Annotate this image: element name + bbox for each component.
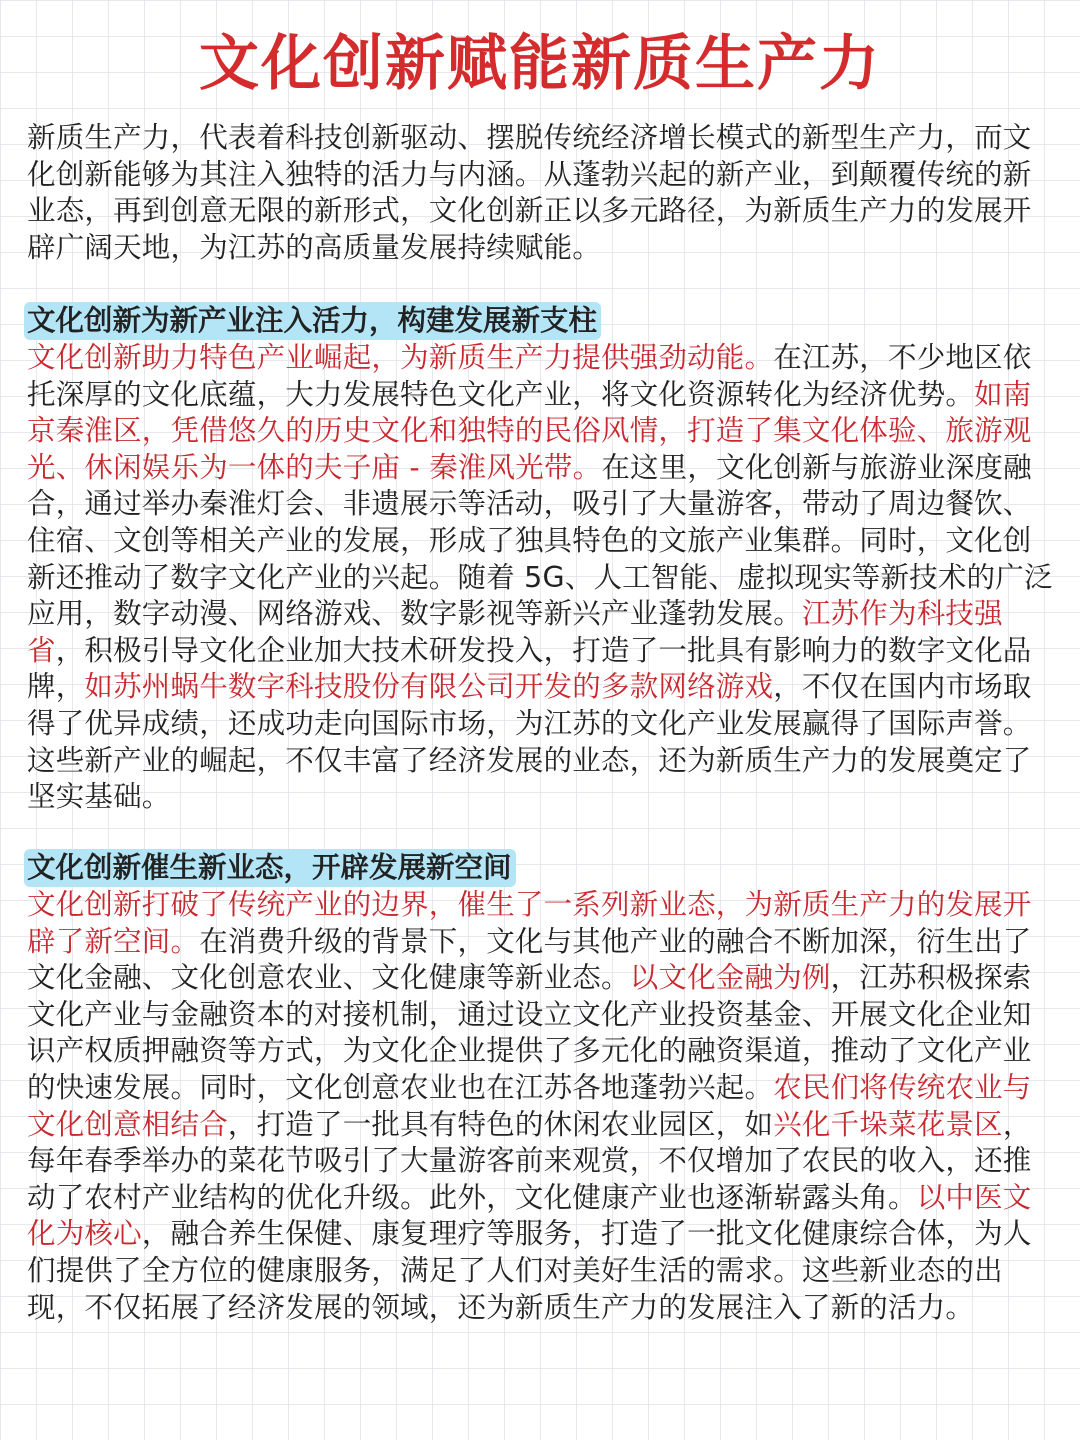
section2-segment: 以文化金融为例 <box>629 961 831 995</box>
section1-segment: ，积极引导文化企业加大技术研发投入，打造了一批具有影响力的数字文化品牌， <box>27 633 1032 704</box>
section1-segment: 在江苏，不少地区依托深厚的文化底蕴，大力发展特色文化产业，将文化资源转化为经济优势。 <box>27 341 1032 411</box>
section2-segment: 以中医文化为核心 <box>27 1180 1032 1251</box>
section2-segment: 农民们将传统农业与文化创意相结合 <box>27 1070 1032 1141</box>
section2-segment: 在消费升级的背景下，文化与其他产业的融合不断加深，衍生出了文化金融、文化创意农业、文化健康等新业态。 <box>27 924 1032 995</box>
section1-segment: 文化创新助力特色产业崛起，为新质生产力提供强劲动能。 <box>27 341 774 374</box>
section2-segment: ，江苏积极探索文化产业与金融资本的对接机制，通过设立文化产业投资基金、开展文化企业知识产权质押融资等方式，为文化企业提供了多元化的融资渠道，推动了文化产业的快速发展。同时，文化创意农业也在江苏各地蓬勃兴起。 <box>27 961 1032 1104</box>
section1-segment: 如南京秦淮区，凭借悠久的历史文化和独特的民俗风情，打造了集文化体验、旅游观光、休闲娱乐为一体的夫子庙 - 秦淮风光带。 <box>27 377 1032 484</box>
intro-paragraph: 新质生产力，代表着科技创新驱动、摆脱传统经济增长模式的新型生产力，而文化创新能够为其注入独特的活力与内涵。从蓬勃兴起的新产业，到颠覆传统的新业态，再到创意无限的新形式，文化创新正以多元路径，为新质生产力的发展开辟广阔天地，为江苏的高质量发展持续赋能。 <box>27 121 1032 264</box>
section2-segment: ，打造了一批具有特色的休闲农业园区，如 <box>227 1107 774 1141</box>
section2-segment: ，融合养生保健、康复理疗等服务，打造了一批文化健康综合体，为人们提供了全方位的健康服务，满足了人们对美好生活的需求。这些新业态的出现，不仅拓展了经济发展的领域，还为新质生产力的发展注入了新的活力。 <box>27 1217 1032 1324</box>
section1-segment: 如苏州蜗牛数字科技股份有限公司开发的多款网络游戏 <box>84 670 774 704</box>
page-title: 文化创新赋能新质生产力 <box>199 29 881 99</box>
section2-segment: 文化创新打破了传统产业的边界，催生了一系列新业态，为新质生产力的发展开辟了新空间。 <box>27 888 1032 958</box>
section1-segment: 在这里，文化创新与旅游业深度融合，通过举办秦淮灯会、非遗展示等活动，吸引了大量游客，带动了周边餐饮、住宿、文创等相关产业的发展，形成了独具特色的文旅产业集群。同时，文化创新还推动了数字文化产业的兴起。随着 5G、人工智能、虚拟现实等新技术的广泛应用，数字动漫、网络游戏、数字影视等新兴产业蓬勃发展。 <box>27 450 1053 631</box>
section1-heading: 文化创新为新产业注入活力，构建发展新支柱 <box>24 302 601 340</box>
section2-heading: 文化创新催生新业态，开辟发展新空间 <box>24 849 516 887</box>
section2-segment: 兴化千垛菜花景区 <box>773 1107 1003 1141</box>
section2-segment: ，每年春季举办的菜花节吸引了大量游客前来观赏，不仅增加了农民的收入，还推动了农村产业结构的优化升级。此外，文化健康产业也逐渐崭露头角。 <box>27 1107 1032 1214</box>
section1-paragraph <box>27 340 1055 816</box>
section1-segment: 江苏作为科技强省 <box>27 597 1003 667</box>
section1-segment: ，不仅在国内市场取得了优异成绩，还成功走向国际市场，为江苏的文化产业发展赢得了国际声誉。这些新产业的崛起，不仅丰富了经济发展的业态，还为新质生产力的发展奠定了坚实基础。 <box>27 670 1032 814</box>
section2-paragraph <box>27 887 1055 1326</box>
